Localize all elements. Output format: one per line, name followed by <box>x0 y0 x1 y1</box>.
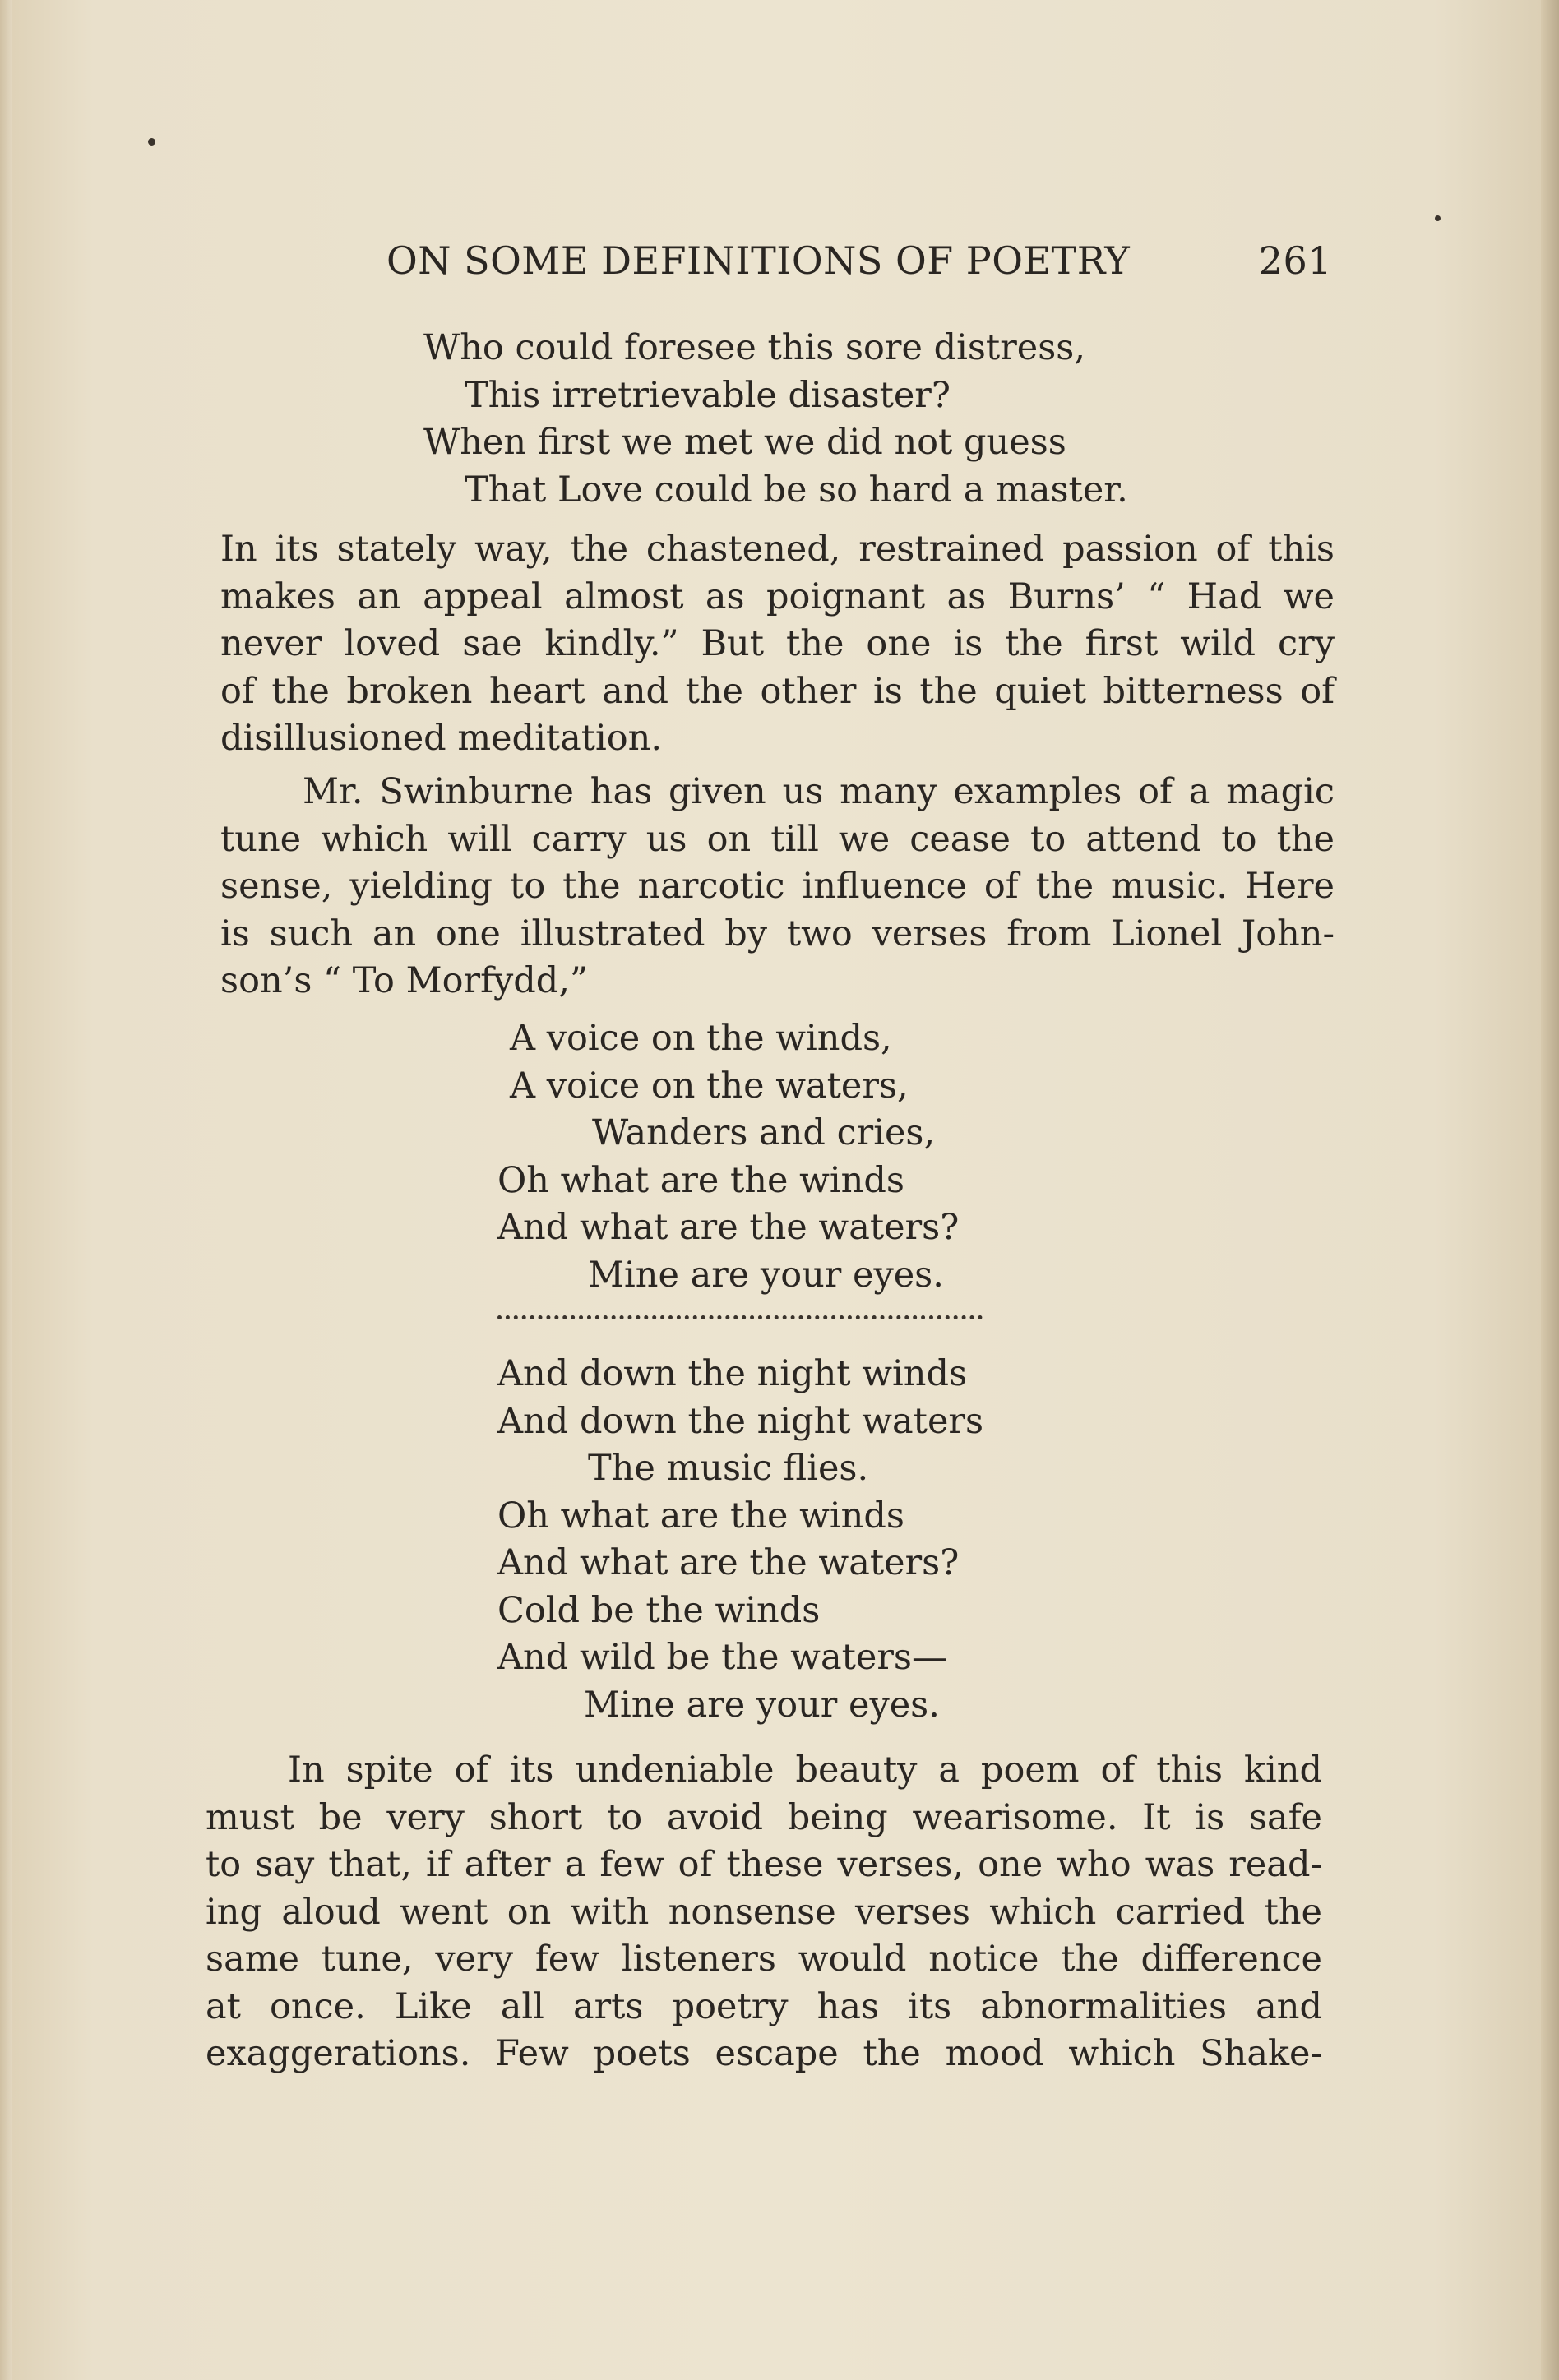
paragraph-two <box>220 769 1335 1005</box>
paragraph-one <box>220 526 1335 763</box>
page-number: 261 <box>1258 238 1332 283</box>
verse-line: A voice on the waters, <box>510 1065 909 1107</box>
verse-line: Who could foresee this sore distress, <box>423 327 1086 368</box>
text-line: In spite of its undeniable beauty a poem of this kind <box>288 1749 1322 1791</box>
verse-line: A voice on the winds, <box>510 1018 892 1059</box>
verse-line: And wild be the waters— <box>497 1637 947 1678</box>
morfydd-verse-one <box>497 1015 959 1299</box>
verse-line: Oh what are the winds <box>497 1495 904 1537</box>
text-line: disillusioned meditation. <box>220 718 663 759</box>
verse-line: And what are the waters? <box>497 1207 960 1248</box>
verse-line: Cold be the winds <box>497 1589 821 1631</box>
verse-line: That Love could be so hard a master. <box>465 469 1128 511</box>
running-header <box>386 238 1332 288</box>
verse-line: And down the night waters <box>497 1400 984 1442</box>
verse-separator <box>497 1315 983 1336</box>
verse-line: Wanders and cries, <box>592 1112 936 1153</box>
text-line: exaggerations. Few poets escape the mood which Shake- <box>206 2033 1322 2074</box>
text-line: Mr. Swinburne has given us many examples of a magic <box>303 771 1335 812</box>
text-line: In its stately way, the chastened, restrained passion of this <box>220 529 1335 570</box>
text-line: sense, yielding to the narcotic influence of the music. Here <box>220 866 1335 907</box>
verse-line: The music flies. <box>588 1448 869 1489</box>
verse-line: And down the night winds <box>497 1353 968 1394</box>
verse-line: And what are the waters? <box>497 1542 960 1583</box>
paragraph-three <box>206 1747 1322 2078</box>
ink-speck <box>1435 215 1441 221</box>
morfydd-verse-two <box>497 1351 983 1729</box>
text-line: of the broken heart and the other is the quiet bitterness of <box>220 670 1335 712</box>
page-left-shadow <box>0 0 12 2380</box>
verse-line: Mine are your eyes. <box>588 1254 944 1296</box>
text-line: never loved sae kindly.” But the one is the first wild cry <box>220 623 1335 664</box>
running-title: ON SOME DEFINITIONS OF POETRY <box>386 238 1131 283</box>
text-line: ing aloud went on with nonsense verses which carried the <box>206 1891 1322 1933</box>
verse-line: When first we met we did not guess <box>423 422 1066 463</box>
ink-speck <box>148 138 155 146</box>
verse-line: Oh what are the winds <box>497 1159 904 1201</box>
text-line: tune which will carry us on till we cease to attend to the <box>220 818 1335 860</box>
stanza-one <box>423 325 1128 514</box>
text-line: makes an appeal almost as poignant as Burns’ “ Had we <box>220 575 1335 617</box>
verse-line: This irretrievable disaster? <box>465 374 951 416</box>
page-right-edge <box>1541 0 1559 2380</box>
text-line: same tune, very few listeners would notice the difference <box>206 1939 1322 1980</box>
text-line: at once. Like all arts poetry has its abnormalities and <box>206 1985 1322 2027</box>
text-line: is such an one illustrated by two verses from Lionel John- <box>220 913 1335 954</box>
text-line: to say that, if after a few of these verses, one who was read- <box>206 1844 1322 1885</box>
text-line: son’s “ To Morfydd,” <box>220 960 588 1001</box>
text-line: must be very short to avoid being wearisome. It is safe <box>206 1796 1322 1838</box>
verse-line: Mine are your eyes. <box>584 1684 940 1726</box>
